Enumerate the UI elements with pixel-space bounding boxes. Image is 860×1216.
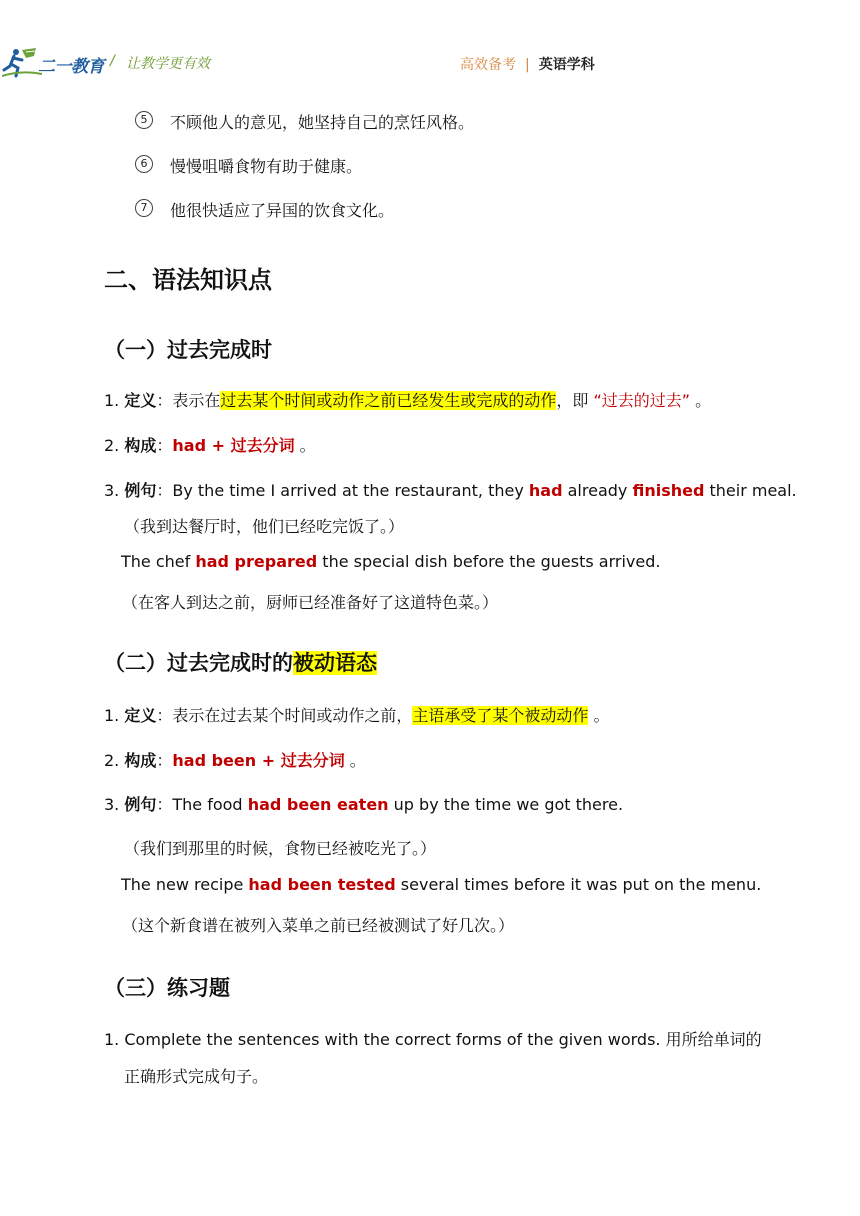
header-divider: | xyxy=(525,57,530,73)
part2-title-text: （二）过去完成时的 xyxy=(104,651,293,675)
list-item: 他很快适应了异国的饮食文化。 xyxy=(170,201,395,220)
ex2-verb: had been tested xyxy=(248,875,396,894)
def-key: 定义 xyxy=(124,706,157,725)
ex1-text-a: ：By the time I arrived at the restaurant, they xyxy=(156,481,529,500)
list-item: 慢慢咀嚼食物有助于健康。 xyxy=(170,157,363,176)
runner-logo-icon xyxy=(2,46,42,80)
ex2-text-a: The chef xyxy=(121,552,196,571)
header-subtitle-left: 高效备考 xyxy=(460,57,516,73)
exercise-1-instruction-cn: 正确形式完成句子。 xyxy=(124,1067,269,1086)
ex1-text-a: ：The food xyxy=(156,795,248,814)
def-text: ：表示在过去某个时间或动作之前， xyxy=(156,706,413,725)
form-formula: had + 过去分词 xyxy=(172,436,295,455)
ex-key: 例句 xyxy=(124,481,157,500)
form-key: 构成 xyxy=(124,436,157,455)
part2-example-2-translation: （这个新食谱在被列入菜单之前已经被测试了好几次。） xyxy=(122,916,515,935)
def-after: ，即 xyxy=(556,391,594,410)
part2-definition xyxy=(104,703,610,726)
part1-example-2 xyxy=(121,552,660,571)
form-key: 构成 xyxy=(124,751,157,770)
def-number: 1. xyxy=(104,706,125,725)
part1-form xyxy=(104,433,316,456)
ex2-text-b: the special dish before the guests arrived. xyxy=(317,552,661,571)
list-item: 不顾他人的意见，她坚持自己的烹饪风格。 xyxy=(170,113,475,132)
part1-example-1-translation: （我到达餐厅时，他们已经吃完饭了。） xyxy=(124,517,405,536)
part2-example-2 xyxy=(121,875,761,894)
form-end: 。 xyxy=(294,436,316,455)
part2-form xyxy=(104,748,366,771)
part1-example-2-translation: （在客人到达之前，厨师已经准备好了这道特色菜。） xyxy=(122,593,499,612)
def-number: 1. xyxy=(104,391,125,410)
part1-definition xyxy=(104,388,711,411)
item-number-5: 5 xyxy=(135,111,153,129)
item-number-6: 6 xyxy=(135,155,153,173)
form-number: 2. xyxy=(104,751,125,770)
ex2-text-a: The new recipe xyxy=(121,875,249,894)
brand-name: 二一教育 xyxy=(38,57,104,77)
ex1-text-b: up by the time we got there. xyxy=(388,795,624,814)
def-key: 定义 xyxy=(124,391,157,410)
form-end: 。 xyxy=(344,751,366,770)
part1-title: （一）过去完成时 xyxy=(104,338,272,362)
ex1-finished: finished xyxy=(632,481,705,500)
def-prefix: ：表示在 xyxy=(156,391,221,410)
ex1-had: had xyxy=(528,481,563,500)
ex-key: 例句 xyxy=(124,795,157,814)
def-end: 。 xyxy=(588,706,610,725)
ex1-text-b: already xyxy=(562,481,633,500)
header-subtitle xyxy=(460,54,595,74)
part1-example-1 xyxy=(104,478,797,501)
ex1-verb: had been eaten xyxy=(247,795,389,814)
part2-example-1-translation: （我们到那里的时候，食物已经被吃光了。） xyxy=(124,839,437,858)
ex-number: 3. xyxy=(104,795,125,814)
form-colon: ： xyxy=(156,751,173,770)
ex2-text-b: several times before it was put on the menu. xyxy=(395,875,762,894)
section-title: 二、语法知识点 xyxy=(104,266,272,294)
header-subtitle-right: 英语学科 xyxy=(538,57,595,73)
def-highlight: 主语承受了某个被动动作 xyxy=(412,706,589,725)
item-number-7: 7 xyxy=(135,199,153,217)
part2-title xyxy=(104,647,377,677)
form-colon: ： xyxy=(156,436,173,455)
ex-number: 3. xyxy=(104,481,125,500)
part2-example-1 xyxy=(104,792,623,815)
def-end: 。 xyxy=(690,391,712,410)
part2-title-highlight: 被动语态 xyxy=(293,651,377,675)
ex1-text-c: their meal. xyxy=(704,481,797,500)
form-number: 2. xyxy=(104,436,125,455)
exercise-1-instruction: 1. Complete the sentences with the correct forms of the given words. 用所给单词的 xyxy=(104,1030,762,1049)
slogan-separator: / xyxy=(110,53,115,69)
def-highlight: 过去某个时间或动作之前已经发生或完成的动作 xyxy=(220,391,557,410)
ex2-verb: had prepared xyxy=(195,552,318,571)
def-red: “过去的过去” xyxy=(593,391,691,410)
slogan: 让教学更有效 xyxy=(126,56,210,72)
form-formula: had been + 过去分词 xyxy=(172,751,345,770)
part3-title: （三）练习题 xyxy=(104,976,230,1000)
